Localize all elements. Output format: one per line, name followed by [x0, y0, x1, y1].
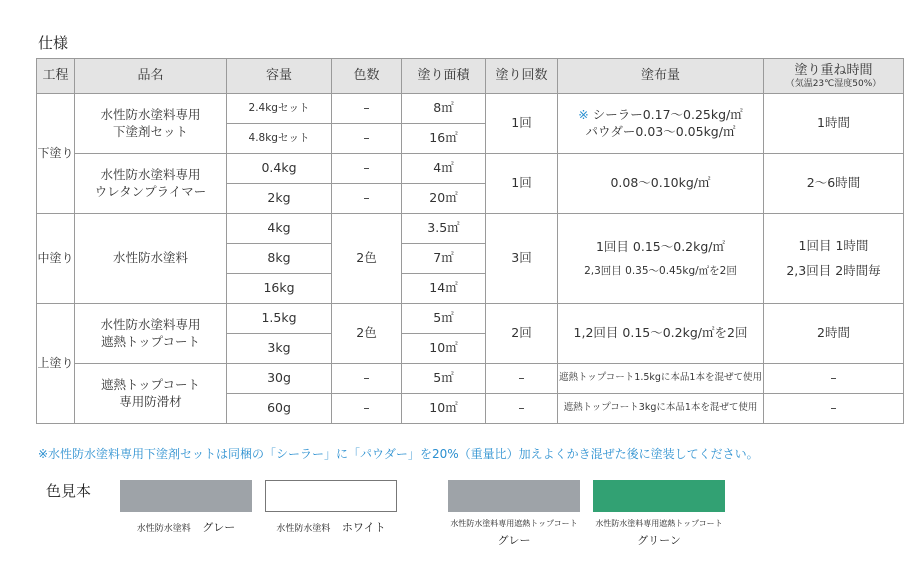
- product-line: 水性防水塗料専用: [100, 106, 201, 122]
- capacity-cell: 2.4kgセット: [227, 94, 332, 124]
- amount-line: パウダー0.03〜0.05kg/㎡: [585, 123, 736, 139]
- area-cell: 20㎡: [402, 184, 486, 214]
- recoat-cell: 2〜6時間: [764, 154, 904, 214]
- amount-line: 2,3回目 0.35〜0.45kg/㎡を2回: [584, 264, 737, 277]
- footnote: ※水性防水塗料専用下塗剤セットは同梱の「シーラー」に「パウダー」を20%（重量比）加えよくかき混ぜた後に塗装してください。: [38, 447, 759, 461]
- header-capacity: 容量: [227, 59, 332, 94]
- amount-line: [558, 107, 763, 124]
- swatch-topcoat-gray: [448, 480, 580, 512]
- swatch-caption-line2: グレー: [202, 521, 236, 534]
- asterisk-mark: ※: [578, 106, 589, 122]
- table-row: [37, 94, 904, 124]
- amount-text: シーラー0.17〜0.25kg/㎡: [592, 106, 743, 122]
- process-cell: 下塗り: [37, 94, 75, 214]
- recoat-cell: 1時間: [764, 94, 904, 154]
- coats-cell: 3回: [486, 214, 558, 304]
- table-row: [37, 214, 904, 244]
- capacity-cell: 8kg: [227, 244, 332, 274]
- recoat-cell: –: [764, 394, 904, 424]
- product-line: 水性防水塗料専用: [100, 316, 201, 332]
- amount-cell: 0.08〜0.10kg/㎡: [558, 154, 764, 214]
- area-cell: 3.5㎡: [402, 214, 486, 244]
- color-cell: 2色: [332, 214, 402, 304]
- coats-cell: 1回: [486, 154, 558, 214]
- capacity-cell: 2kg: [227, 184, 332, 214]
- swatch-caption: [265, 519, 397, 535]
- area-cell: 5㎡: [402, 304, 486, 334]
- swatch-caption: [120, 519, 252, 535]
- product-line: 遮熱トップコート: [100, 376, 200, 392]
- table-row: [37, 154, 904, 184]
- swatch-caption-line1: 水性防水塗料専用遮熱トップコート: [450, 519, 578, 528]
- product-line: 水性防水塗料専用: [100, 166, 201, 182]
- header-recoat-label: 塗り重ね時間: [794, 63, 873, 79]
- swatch-caption-line2: ホワイト: [341, 521, 386, 534]
- product-cell: [75, 154, 227, 214]
- header-area: 塗り面積: [402, 59, 486, 94]
- capacity-cell: 0.4kg: [227, 154, 332, 184]
- spec-table: [36, 58, 904, 424]
- header-recoat-sub: （気温23℃湿度50%）: [785, 78, 882, 89]
- header-coats: 塗り回数: [486, 59, 558, 94]
- area-cell: 16㎡: [402, 124, 486, 154]
- amount-cell: [558, 214, 764, 304]
- swatch-caption: [440, 518, 588, 548]
- color-cell: –: [332, 124, 402, 154]
- header-colors: 色数: [332, 59, 402, 94]
- capacity-cell: 4kg: [227, 214, 332, 244]
- swatch-white: [265, 480, 397, 512]
- area-cell: 5㎡: [402, 364, 486, 394]
- color-cell: –: [332, 394, 402, 424]
- header-process: 工程: [37, 59, 75, 94]
- coats-cell: 2回: [486, 304, 558, 364]
- product-line: 遮熱トップコート: [100, 333, 200, 349]
- color-cell: 2色: [332, 304, 402, 364]
- capacity-cell: 30g: [227, 364, 332, 394]
- header-amount: 塗布量: [558, 59, 764, 94]
- product-cell: [75, 304, 227, 364]
- swatch-section-label: 色見本: [46, 482, 92, 500]
- recoat-cell: 2時間: [764, 304, 904, 364]
- amount-cell: 遮熱トップコート3kgに本品1本を混ぜて使用: [558, 394, 764, 424]
- swatch-caption-line1: 水性防水塗料: [276, 524, 331, 534]
- area-cell: 10㎡: [402, 334, 486, 364]
- table-row: [37, 364, 904, 394]
- swatch-topcoat-green: [593, 480, 725, 512]
- area-cell: 8㎡: [402, 94, 486, 124]
- table-row: [37, 304, 904, 334]
- header-product: 品名: [75, 59, 227, 94]
- swatch-caption-line1: 水性防水塗料: [136, 524, 191, 534]
- product-line: 専用防滑材: [119, 393, 182, 409]
- recoat-cell: –: [764, 364, 904, 394]
- coats-cell: 1回: [486, 94, 558, 154]
- product-line: ウレタンプライマー: [94, 183, 207, 199]
- process-cell: 中塗り: [37, 214, 75, 304]
- color-cell: –: [332, 154, 402, 184]
- recoat-line: 1回目 1時間: [798, 237, 869, 253]
- coats-cell: –: [486, 364, 558, 394]
- swatch-caption-line2: グリーン: [637, 534, 681, 547]
- coats-cell: –: [486, 394, 558, 424]
- product-cell: 水性防水塗料: [75, 214, 227, 304]
- swatch-gray: [120, 480, 252, 512]
- area-cell: 7㎡: [402, 244, 486, 274]
- color-cell: –: [332, 364, 402, 394]
- capacity-cell: 1.5kg: [227, 304, 332, 334]
- amount-cell: 遮熱トップコート1.5kgに本品1本を混ぜて使用: [558, 364, 764, 394]
- color-cell: –: [332, 94, 402, 124]
- swatch-caption-line2: グレー: [497, 534, 531, 547]
- color-cell: –: [332, 184, 402, 214]
- recoat-cell: [764, 214, 904, 304]
- swatch-caption-line1: 水性防水塗料専用遮熱トップコート: [595, 519, 723, 528]
- amount-cell: [558, 94, 764, 154]
- area-cell: 10㎡: [402, 394, 486, 424]
- capacity-cell: 16kg: [227, 274, 332, 304]
- page-title: 仕様: [38, 34, 69, 52]
- product-cell: [75, 364, 227, 424]
- table-header-row: [37, 59, 904, 94]
- product-line: 下塗剤セット: [112, 123, 188, 139]
- amount-cell: 1,2回目 0.15〜0.2kg/㎡を2回: [558, 304, 764, 364]
- header-recoat: [764, 59, 904, 94]
- process-cell: 上塗り: [37, 304, 75, 424]
- capacity-cell: 3kg: [227, 334, 332, 364]
- swatch-caption: [585, 518, 733, 548]
- area-cell: 14㎡: [402, 274, 486, 304]
- product-cell: [75, 94, 227, 154]
- capacity-cell: 4.8kgセット: [227, 124, 332, 154]
- capacity-cell: 60g: [227, 394, 332, 424]
- recoat-line: 2,3回目 2時間毎: [786, 262, 881, 278]
- area-cell: 4㎡: [402, 154, 486, 184]
- amount-line: 1回目 0.15〜0.2kg/㎡: [595, 238, 726, 254]
